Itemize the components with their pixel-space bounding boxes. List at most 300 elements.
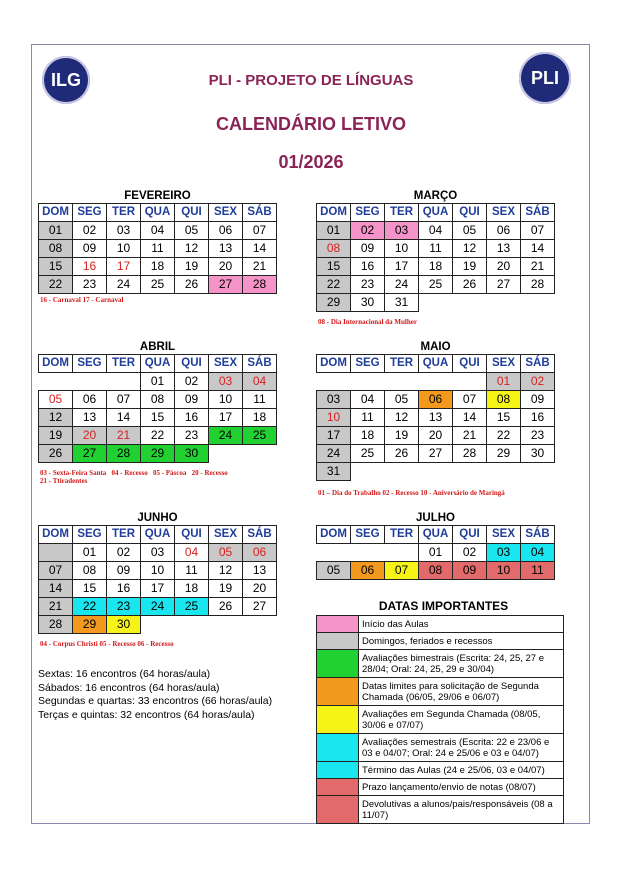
week-row — [39, 258, 277, 276]
day-cell: 06 — [73, 391, 107, 409]
legend-row — [317, 706, 564, 734]
empty-cell — [419, 373, 453, 391]
week-row — [39, 276, 277, 294]
weekday-header: SEG — [73, 355, 107, 373]
day-cell: 05 — [317, 562, 351, 580]
empty-cell — [73, 373, 107, 391]
week-row — [39, 616, 277, 634]
month-title: FEVEREIRO — [124, 190, 191, 202]
day-cell: 03 — [209, 373, 243, 391]
empty-cell — [351, 544, 385, 562]
weekday-header: DOM — [317, 526, 351, 544]
day-cell: 13 — [73, 409, 107, 427]
legend-row — [317, 633, 564, 650]
day-cell: 18 — [141, 258, 175, 276]
day-cell: 19 — [453, 258, 487, 276]
month-title: MAIO — [420, 341, 451, 353]
week-row — [39, 222, 277, 240]
day-cell: 08 — [39, 240, 73, 258]
day-cell: 10 — [487, 562, 521, 580]
day-cell: 26 — [453, 276, 487, 294]
legend-row — [317, 650, 564, 678]
day-cell: 19 — [39, 427, 73, 445]
day-cell: 07 — [243, 222, 277, 240]
day-cell: 09 — [351, 240, 385, 258]
day-cell: 17 — [141, 580, 175, 598]
day-cell: 30 — [351, 294, 385, 312]
stats-line: Terças e quintas: 32 encontros (64 horas/aula) — [38, 708, 255, 721]
day-cell: 21 — [243, 258, 277, 276]
day-cell: 12 — [175, 240, 209, 258]
month-grid — [316, 525, 555, 580]
legend-swatch — [317, 734, 359, 762]
day-cell: 27 — [73, 445, 107, 463]
day-cell: 03 — [317, 391, 351, 409]
week-row — [317, 544, 555, 562]
day-cell: 14 — [39, 580, 73, 598]
day-cell: 04 — [243, 373, 277, 391]
empty-cell — [419, 294, 453, 312]
day-cell: 15 — [73, 580, 107, 598]
day-cell: 06 — [487, 222, 521, 240]
week-row — [317, 240, 555, 258]
day-cell: 04 — [141, 222, 175, 240]
legend-swatch — [317, 706, 359, 734]
empty-cell — [385, 463, 419, 481]
day-cell: 11 — [419, 240, 453, 258]
weekday-header: TER — [107, 355, 141, 373]
day-cell: 11 — [521, 562, 555, 580]
week-row — [39, 445, 277, 463]
legend-swatch — [317, 616, 359, 633]
empty-cell — [453, 373, 487, 391]
day-cell: 04 — [175, 544, 209, 562]
legend-text: Devolutivas a alunos/pais/responsáveis (08 a 11/07) — [359, 796, 564, 824]
day-cell: 07 — [521, 222, 555, 240]
month-title: MARÇO — [413, 190, 458, 202]
day-cell: 18 — [243, 409, 277, 427]
empty-cell — [243, 445, 277, 463]
day-cell: 24 — [385, 276, 419, 294]
day-cell: 29 — [317, 294, 351, 312]
day-cell: 06 — [351, 562, 385, 580]
day-cell: 03 — [385, 222, 419, 240]
day-cell: 04 — [419, 222, 453, 240]
day-cell: 08 — [73, 562, 107, 580]
day-cell: 18 — [419, 258, 453, 276]
day-cell: 09 — [73, 240, 107, 258]
class-hours-summary — [38, 668, 272, 722]
day-cell: 25 — [243, 427, 277, 445]
week-row — [39, 562, 277, 580]
day-cell: 08 — [317, 240, 351, 258]
weekday-header: SÁB — [243, 355, 277, 373]
period-label: 01/2026 — [278, 152, 344, 172]
empty-cell — [107, 373, 141, 391]
empty-cell — [487, 463, 521, 481]
week-row — [317, 409, 555, 427]
day-cell: 07 — [107, 391, 141, 409]
weekday-header: SEG — [351, 526, 385, 544]
weekday-header: TER — [385, 355, 419, 373]
day-cell: 27 — [419, 445, 453, 463]
empty-cell — [521, 294, 555, 312]
day-cell: 27 — [243, 598, 277, 616]
day-cell: 05 — [39, 391, 73, 409]
weekday-header: QUA — [419, 204, 453, 222]
week-row — [317, 294, 555, 312]
day-cell: 06 — [209, 222, 243, 240]
legend-text: Prazo lançamento/envio de notas (08/07) — [359, 779, 564, 796]
month-title: ABRIL — [139, 341, 176, 353]
stats-line: Sábados: 16 encontros (64 horas/aula) — [38, 681, 220, 694]
empty-cell — [209, 445, 243, 463]
day-cell: 08 — [487, 391, 521, 409]
day-cell: 22 — [317, 276, 351, 294]
week-row — [39, 373, 277, 391]
notes-junho: 04 - Corpus Christi 05 - Recesso 06 - Recesso — [40, 640, 174, 648]
day-cell: 25 — [175, 598, 209, 616]
day-cell: 19 — [209, 580, 243, 598]
day-cell: 01 — [73, 544, 107, 562]
day-cell: 22 — [39, 276, 73, 294]
day-cell: 12 — [385, 409, 419, 427]
weekday-header: SEG — [351, 355, 385, 373]
day-cell: 11 — [243, 391, 277, 409]
legend-text: Avaliações bimestrais (Escrita: 24, 25, 27 e 28/04; Oral: 24, 25, 29 e 30/04) — [359, 650, 564, 678]
day-cell: 04 — [351, 391, 385, 409]
day-cell: 04 — [521, 544, 555, 562]
important-dates-legend — [316, 598, 571, 824]
day-cell: 22 — [141, 427, 175, 445]
week-row — [317, 562, 555, 580]
legend-swatch — [317, 650, 359, 678]
day-cell: 14 — [243, 240, 277, 258]
legend-row — [317, 762, 564, 779]
legend-swatch — [317, 633, 359, 650]
empty-cell — [141, 616, 175, 634]
week-row — [39, 427, 277, 445]
day-cell: 24 — [317, 445, 351, 463]
day-cell: 22 — [73, 598, 107, 616]
day-cell: 25 — [419, 276, 453, 294]
weekday-header: DOM — [317, 355, 351, 373]
legend-row — [317, 796, 564, 824]
day-cell: 12 — [453, 240, 487, 258]
notes-abril: 03 - Sexta-Feira Santa 04 - Recesso 05 - Páscoa 20 - Recesso 21 - Ttiradentes — [40, 469, 228, 485]
day-cell: 26 — [175, 276, 209, 294]
month-grid — [38, 354, 277, 463]
legend-table — [316, 615, 564, 824]
day-cell: 10 — [385, 240, 419, 258]
day-cell: 27 — [487, 276, 521, 294]
day-cell: 05 — [453, 222, 487, 240]
legend-swatch — [317, 796, 359, 824]
day-cell: 01 — [317, 222, 351, 240]
day-cell: 31 — [317, 463, 351, 481]
empty-cell — [521, 463, 555, 481]
weekday-header: DOM — [317, 204, 351, 222]
day-cell: 01 — [141, 373, 175, 391]
day-cell: 16 — [175, 409, 209, 427]
day-cell: 07 — [453, 391, 487, 409]
weekday-header: SEG — [73, 204, 107, 222]
day-cell — [39, 544, 73, 562]
empty-cell — [419, 463, 453, 481]
day-cell: 09 — [175, 391, 209, 409]
weekday-header: QUI — [453, 355, 487, 373]
weekday-header: SEX — [487, 204, 521, 222]
day-cell: 21 — [39, 598, 73, 616]
empty-cell — [385, 373, 419, 391]
day-cell: 11 — [141, 240, 175, 258]
day-cell: 03 — [141, 544, 175, 562]
day-cell: 23 — [107, 598, 141, 616]
stats-line: Sextas: 16 encontros (64 horas/aula) — [38, 668, 211, 680]
legend-row — [317, 678, 564, 706]
day-cell: 01 — [419, 544, 453, 562]
weekday-header: SÁB — [521, 204, 555, 222]
day-cell: 24 — [107, 276, 141, 294]
day-cell: 13 — [209, 240, 243, 258]
empty-cell — [453, 294, 487, 312]
legend-swatch — [317, 779, 359, 796]
day-cell: 01 — [487, 373, 521, 391]
weekday-header: SÁB — [243, 204, 277, 222]
weekday-header: SEX — [209, 526, 243, 544]
weekday-header: TER — [107, 204, 141, 222]
empty-cell — [317, 373, 351, 391]
day-cell: 02 — [453, 544, 487, 562]
weekday-header: DOM — [39, 526, 73, 544]
month-maio — [316, 340, 555, 481]
week-row — [39, 409, 277, 427]
day-cell: 29 — [141, 445, 175, 463]
week-row — [39, 240, 277, 258]
weekday-header: SÁB — [521, 526, 555, 544]
day-cell: 25 — [141, 276, 175, 294]
day-cell: 28 — [521, 276, 555, 294]
day-cell: 22 — [487, 427, 521, 445]
day-cell: 08 — [419, 562, 453, 580]
day-cell: 18 — [351, 427, 385, 445]
day-cell: 15 — [487, 409, 521, 427]
legend-text: Avaliações semestrais (Escrita: 22 e 23/06 e 03 e 04/07; Oral: 24 e 25/06 e 03 e 04/07) — [359, 734, 564, 762]
weekday-header: SEX — [209, 355, 243, 373]
empty-cell — [487, 294, 521, 312]
legend-title: DATAS IMPORTANTES — [378, 599, 509, 613]
week-row — [39, 544, 277, 562]
day-cell: 09 — [107, 562, 141, 580]
month-grid — [38, 203, 277, 294]
day-cell: 10 — [141, 562, 175, 580]
day-cell: 29 — [73, 616, 107, 634]
week-row — [317, 391, 555, 409]
legend-row — [317, 616, 564, 633]
day-cell: 28 — [453, 445, 487, 463]
day-cell: 15 — [317, 258, 351, 276]
day-cell: 05 — [175, 222, 209, 240]
day-cell: 12 — [39, 409, 73, 427]
day-cell: 25 — [351, 445, 385, 463]
day-cell: 02 — [175, 373, 209, 391]
weekday-header: SEX — [487, 355, 521, 373]
day-cell: 23 — [73, 276, 107, 294]
day-cell: 26 — [39, 445, 73, 463]
weekday-header: QUI — [453, 526, 487, 544]
empty-cell — [39, 373, 73, 391]
day-cell: 17 — [107, 258, 141, 276]
day-cell: 23 — [175, 427, 209, 445]
month-title: JULHO — [416, 512, 455, 524]
day-cell: 08 — [141, 391, 175, 409]
weekday-header: DOM — [39, 355, 73, 373]
day-cell: 02 — [73, 222, 107, 240]
day-cell: 15 — [141, 409, 175, 427]
notes-fevereiro: 16 - Carnaval 17 - Carnaval — [40, 296, 124, 304]
day-cell: 12 — [209, 562, 243, 580]
weekday-header: QUA — [141, 204, 175, 222]
weekday-header: TER — [385, 204, 419, 222]
weekday-header: QUA — [419, 355, 453, 373]
day-cell: 15 — [39, 258, 73, 276]
day-cell: 14 — [521, 240, 555, 258]
day-cell: 16 — [521, 409, 555, 427]
day-cell: 09 — [453, 562, 487, 580]
legend-row — [317, 779, 564, 796]
legend-text: Início das Aulas — [359, 616, 564, 633]
day-cell: 21 — [521, 258, 555, 276]
month-fevereiro — [38, 189, 277, 294]
weekday-header: SEG — [351, 204, 385, 222]
weekday-header: QUA — [141, 355, 175, 373]
month-grid — [316, 354, 555, 481]
day-cell: 31 — [385, 294, 419, 312]
day-cell: 30 — [175, 445, 209, 463]
week-row — [317, 258, 555, 276]
day-cell: 20 — [419, 427, 453, 445]
empty-cell — [317, 544, 351, 562]
day-cell: 20 — [243, 580, 277, 598]
day-cell: 05 — [209, 544, 243, 562]
day-cell: 06 — [243, 544, 277, 562]
month-title: JUNHO — [137, 512, 178, 524]
day-cell: 30 — [107, 616, 141, 634]
empty-cell — [351, 463, 385, 481]
day-cell: 20 — [487, 258, 521, 276]
day-cell: 23 — [521, 427, 555, 445]
day-cell: 13 — [487, 240, 521, 258]
weekday-header: TER — [385, 526, 419, 544]
week-row — [317, 222, 555, 240]
notes-maio: 01 – Dia do Trabalho 02 - Recesso 10 - Aniversário de Maringá — [318, 489, 505, 497]
day-cell: 24 — [209, 427, 243, 445]
calendar-title: CALENDÁRIO LETIVO — [215, 114, 406, 134]
day-cell: 21 — [107, 427, 141, 445]
day-cell: 16 — [73, 258, 107, 276]
weekday-header: QUA — [141, 526, 175, 544]
day-cell: 20 — [73, 427, 107, 445]
legend-text: Avaliações em Segunda Chamada (08/05, 30/06 e 07/07) — [359, 706, 564, 734]
day-cell: 17 — [209, 409, 243, 427]
month-grid — [38, 525, 277, 634]
legend-text: Datas limites para solicitação de Segunda Chamada (06/05, 29/06 e 06/07) — [359, 678, 564, 706]
week-row — [39, 598, 277, 616]
day-cell: 28 — [39, 616, 73, 634]
day-cell: 19 — [385, 427, 419, 445]
day-cell: 27 — [209, 276, 243, 294]
day-cell: 06 — [419, 391, 453, 409]
day-cell: 05 — [385, 391, 419, 409]
week-row — [317, 463, 555, 481]
weekday-header: QUI — [453, 204, 487, 222]
weekday-header: QUI — [175, 355, 209, 373]
day-cell: 28 — [107, 445, 141, 463]
day-cell: 16 — [107, 580, 141, 598]
weekday-header: SÁB — [521, 355, 555, 373]
day-cell: 14 — [453, 409, 487, 427]
day-cell: 18 — [175, 580, 209, 598]
month-junho — [38, 511, 277, 634]
day-cell: 11 — [351, 409, 385, 427]
day-cell: 19 — [175, 258, 209, 276]
day-cell: 02 — [351, 222, 385, 240]
empty-cell — [209, 616, 243, 634]
day-cell: 03 — [487, 544, 521, 562]
weekday-header: TER — [107, 526, 141, 544]
week-row — [317, 445, 555, 463]
legend-text: Término das Aulas (24 e 25/06, 03 e 04/07) — [359, 762, 564, 779]
weekday-header: SEX — [209, 204, 243, 222]
day-cell: 14 — [107, 409, 141, 427]
month-abril — [38, 340, 277, 463]
pli-logo: PLI — [519, 52, 571, 104]
weekday-header: QUI — [175, 526, 209, 544]
week-row — [317, 373, 555, 391]
day-cell: 10 — [107, 240, 141, 258]
day-cell: 03 — [107, 222, 141, 240]
day-cell: 26 — [209, 598, 243, 616]
month-julho — [316, 511, 555, 580]
weekday-header: SEG — [73, 526, 107, 544]
weekday-header: QUA — [419, 526, 453, 544]
day-cell: 16 — [351, 258, 385, 276]
day-cell: 10 — [209, 391, 243, 409]
day-cell: 17 — [317, 427, 351, 445]
week-row — [39, 391, 277, 409]
weekday-header: SÁB — [243, 526, 277, 544]
page-title: PLI - PROJETO DE LÍNGUAS — [208, 72, 414, 89]
day-cell: 02 — [107, 544, 141, 562]
week-row — [39, 580, 277, 598]
day-cell: 09 — [521, 391, 555, 409]
month-grid — [316, 203, 555, 312]
legend-row — [317, 734, 564, 762]
day-cell: 20 — [209, 258, 243, 276]
notes-marco: 08 - Dia Internacional da Mulher — [318, 318, 417, 326]
weekday-header: DOM — [39, 204, 73, 222]
day-cell: 13 — [243, 562, 277, 580]
day-cell: 21 — [453, 427, 487, 445]
day-cell: 28 — [243, 276, 277, 294]
empty-cell — [385, 544, 419, 562]
empty-cell — [243, 616, 277, 634]
legend-swatch — [317, 678, 359, 706]
day-cell: 23 — [351, 276, 385, 294]
day-cell: 10 — [317, 409, 351, 427]
day-cell: 13 — [419, 409, 453, 427]
day-cell: 30 — [521, 445, 555, 463]
